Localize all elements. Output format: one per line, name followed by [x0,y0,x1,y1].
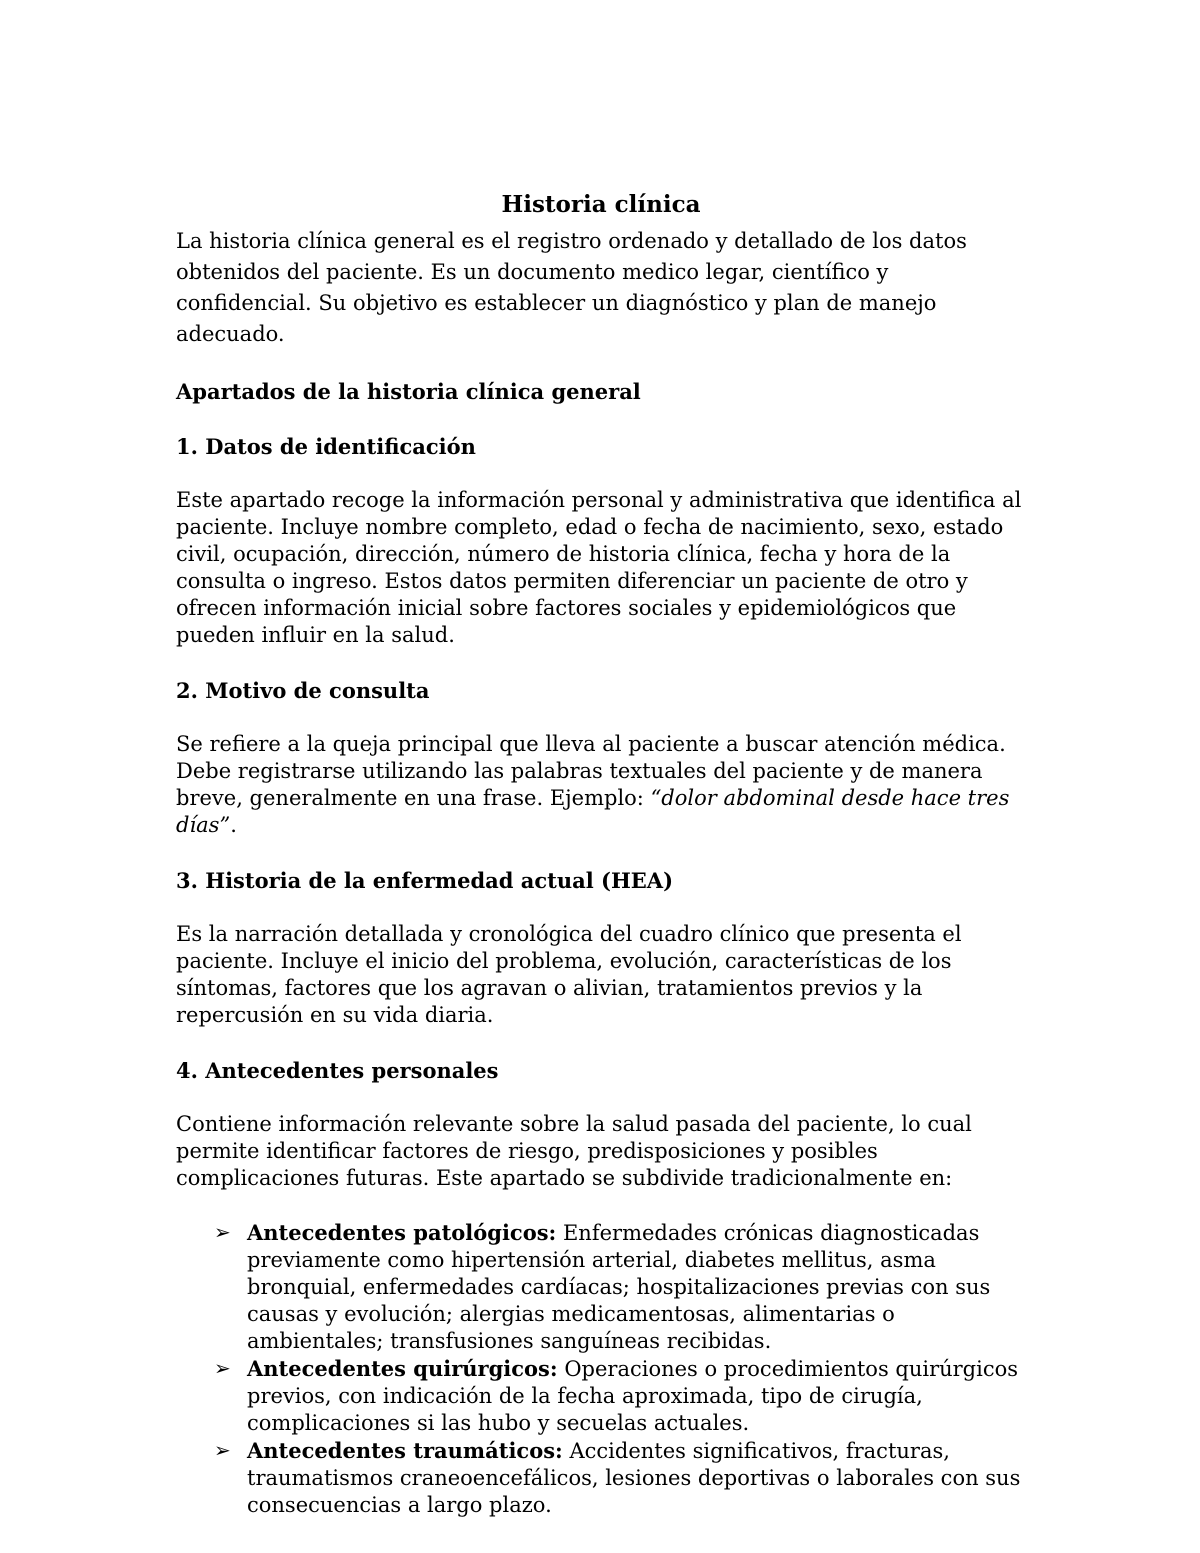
list-item [176,1355,1026,1437]
consultation-example: “dolor abdominal desde hace tres días” [176,786,1010,837]
section-heading-consultation-reason: 2. Motivo de consulta [176,678,430,703]
section-list-title: Apartados de la historia clínica general [176,379,641,404]
consultation-reason-text: Se refiere a la queja principal que lleva al paciente a buscar atención médica. Debe registrarse utilizando las palabras textuales del paciente y de manera breve, generalmente en una frase. Ejemplo: [176,732,1006,810]
bullet-text: Enfermedades crónicas diagnosticadas previamente como hipertensión arterial, diabetes mellitus, asma bronquial, enfermedades cardíacas; hospitalizaciones previas con sus causas y evolución; alergias medicamentosas, alimentarias o ambientales; transfusiones sanguíneas recibidas. [247,1221,991,1353]
bullet-label: Antecedentes patológicos: [247,1220,557,1245]
section-body-current-illness: Es la narración detallada y cronológica del cuadro clínico que presenta el paciente. Incluye el inicio del problema, evolución, características de los síntomas, factores que los agravan o alivian, tratamientos previos y la repercusión en su vida diaria. [176,922,962,1027]
section-heading-current-illness: 3. Historia de la enfermedad actual (HEA) [176,868,674,893]
document-page [176,190,1026,1519]
section-heading-personal-history: 4. Antecedentes personales [176,1058,499,1083]
consultation-example-end: . [230,813,237,837]
arrowhead-bullet-icon: ➢ [214,1438,231,1462]
bullet-text: Accidentes significativos, fracturas, traumatismos craneoencefálicos, lesiones deportivas o laborales con sus consecuencias a largo plazo. [247,1439,1021,1517]
list-item [176,1437,1026,1519]
personal-history-list [176,1219,1026,1519]
list-item [176,1219,1026,1355]
intro-paragraph: La historia clínica general es el registro ordenado y detallado de los datos obtenidos del paciente. Es un documento medico legar, científico y confidencial. Su objetivo es establecer un diagnóstico y plan de manejo adecuado. [176,229,967,346]
bullet-label: Antecedentes quirúrgicos: [247,1356,558,1381]
section-body-identification: Este apartado recoge la información personal y administrativa que identifica al paciente. Incluye nombre completo, edad o fecha de nacimiento, sexo, estado civil, ocupación, dirección, número de historia clínica, fecha y hora de la consulta o ingreso. Estos datos permiten diferenciar un paciente de otro y ofrecen información inicial sobre factores sociales y epidemiológicos que pueden influir en la salud. [176,488,1022,647]
bullet-text: Operaciones o procedimientos quirúrgicos previos, con indicación de la fecha aproximada, tipo de cirugía, complicaciones si las hubo y secuelas actuales. [247,1357,1019,1435]
section-body-consultation-reason [176,731,1026,839]
document-title: Historia clínica [501,191,701,218]
arrowhead-bullet-icon: ➢ [214,1220,231,1244]
bullet-label: Antecedentes traumáticos: [247,1438,563,1463]
arrowhead-bullet-icon: ➢ [214,1356,231,1380]
section-body-personal-history: Contiene información relevante sobre la salud pasada del paciente, lo cual permite identificar factores de riesgo, predisposiciones y posibles complicaciones futuras. Este apartado se subdivide tradicionalmente en: [176,1112,972,1190]
section-heading-identification: 1. Datos de identificación [176,434,476,459]
